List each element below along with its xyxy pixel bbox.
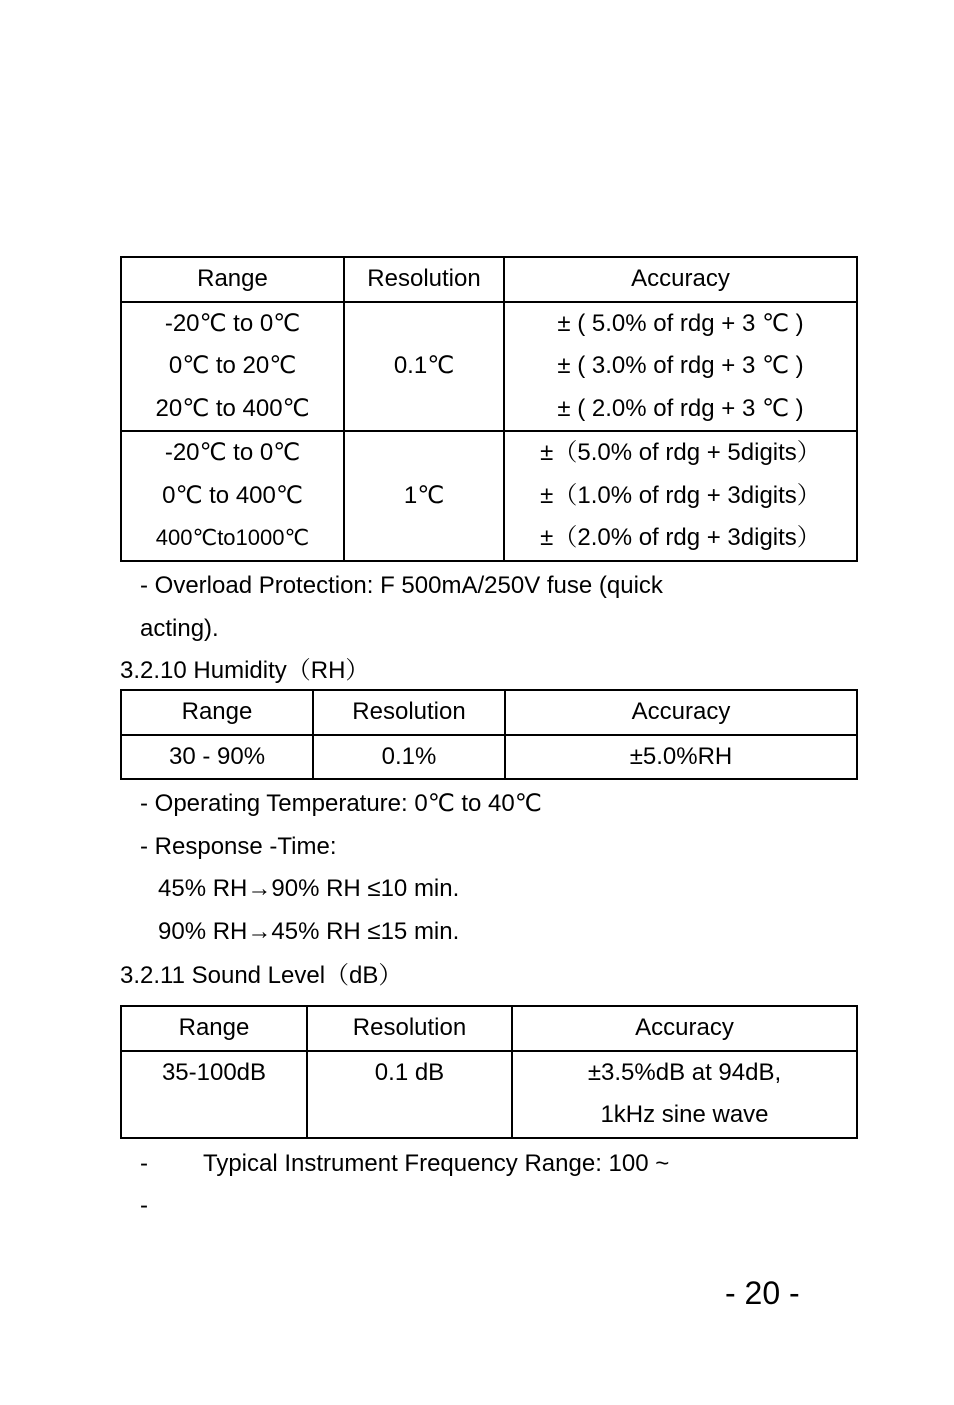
header-resolution: Resolution bbox=[313, 690, 505, 735]
accuracy-value: 1kHz sine wave bbox=[600, 1101, 769, 1128]
response-time-falling: 90% RH→45% RH ≤15 min. bbox=[158, 918, 460, 945]
header-resolution: Resolution bbox=[307, 1006, 512, 1051]
header-range: Range bbox=[121, 690, 313, 735]
temperature-spec-table bbox=[120, 256, 858, 562]
accuracy-value: ± ( 2.0% of rdg + 3 ℃ ) bbox=[557, 394, 804, 422]
table-row bbox=[121, 431, 857, 561]
table-row bbox=[121, 735, 857, 780]
accuracy-value: ±（1.0% of rdg + 3digits） bbox=[540, 481, 821, 509]
accuracy-value: ±3.5%dB at 94dB, bbox=[587, 1058, 782, 1086]
overload-protection-line1: - Overload Protection: F 500mA/250V fuse (quick bbox=[140, 572, 663, 599]
resolution-cell: 1℃ bbox=[344, 431, 504, 561]
table-row bbox=[121, 1051, 857, 1138]
accuracy-value: ±（2.0% of rdg + 3digits） bbox=[540, 524, 821, 551]
response-time-rising: 45% RH→90% RH ≤10 min. bbox=[158, 875, 460, 902]
range-value: 400℃to1000℃ bbox=[155, 525, 310, 550]
frequency-range-text: Typical Instrument Frequency Range: 100 ~ bbox=[203, 1150, 670, 1177]
range-cell bbox=[121, 302, 344, 432]
sound-spec-table bbox=[120, 1005, 858, 1139]
range-value: 20℃ to 400℃ bbox=[155, 394, 310, 422]
header-range: Range bbox=[121, 1006, 307, 1051]
range-cell bbox=[121, 431, 344, 561]
operating-temperature: - Operating Temperature: 0℃ to 40℃ bbox=[140, 790, 542, 817]
header-range: Range bbox=[121, 257, 344, 302]
table-header-row bbox=[121, 1006, 857, 1051]
header-resolution: Resolution bbox=[344, 257, 504, 302]
accuracy-value: ± ( 3.0% of rdg + 3 ℃ ) bbox=[557, 352, 804, 379]
accuracy-cell bbox=[504, 302, 857, 432]
header-accuracy: Accuracy bbox=[512, 1006, 857, 1051]
resolution-cell: 0.1 dB bbox=[307, 1051, 512, 1138]
table-header-row bbox=[121, 257, 857, 302]
header-accuracy: Accuracy bbox=[505, 690, 857, 735]
bullet-dash: - bbox=[140, 1192, 148, 1219]
table-row bbox=[121, 302, 857, 432]
range-value: -20℃ to 0℃ bbox=[164, 439, 301, 466]
overload-protection-line2: acting). bbox=[140, 615, 219, 642]
bullet-dash: - bbox=[140, 1150, 148, 1177]
resolution-cell: 0.1% bbox=[313, 735, 505, 780]
humidity-heading: 3.2.10 Humidity（RH） bbox=[120, 657, 370, 684]
range-cell: 35-100dB bbox=[121, 1051, 307, 1138]
sound-level-heading: 3.2.11 Sound Level（dB） bbox=[120, 962, 403, 989]
table-header-row bbox=[121, 690, 857, 735]
range-cell: 30 - 90% bbox=[121, 735, 313, 780]
range-value: -20℃ to 0℃ bbox=[164, 309, 301, 337]
accuracy-value: ± ( 5.0% of rdg + 3 ℃ ) bbox=[557, 309, 804, 337]
accuracy-cell bbox=[504, 431, 857, 561]
response-time-label: - Response -Time: bbox=[140, 833, 337, 860]
accuracy-cell: ±5.0%RH bbox=[505, 735, 857, 780]
range-value: 0℃ to 400℃ bbox=[162, 481, 303, 509]
accuracy-cell bbox=[512, 1051, 857, 1138]
accuracy-value: ±（5.0% of rdg + 5digits） bbox=[540, 439, 821, 466]
humidity-spec-table bbox=[120, 689, 858, 780]
header-accuracy: Accuracy bbox=[504, 257, 857, 302]
resolution-cell: 0.1℃ bbox=[344, 302, 504, 432]
range-value: 0℃ to 20℃ bbox=[168, 352, 297, 379]
page-number: - 20 - bbox=[725, 1275, 800, 1311]
